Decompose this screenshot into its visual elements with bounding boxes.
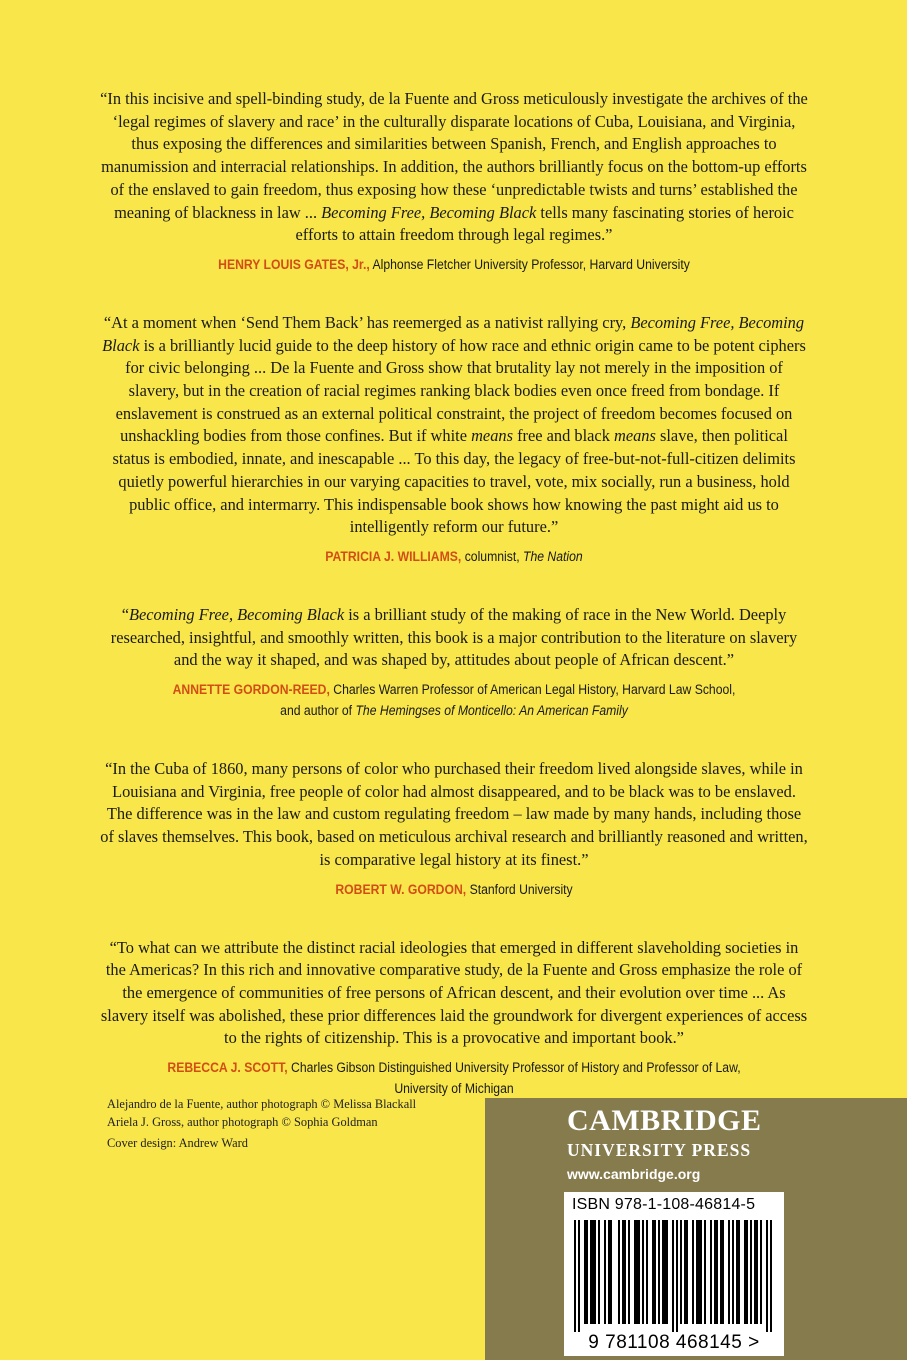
endorsements (100, 88, 808, 1136)
barcode-stripe (664, 1220, 666, 1324)
barcode-stripe (646, 1220, 648, 1324)
barcode-stripe (598, 1220, 600, 1324)
endorsement-quote: “At a moment when ‘Send Them Back’ has reemerged as a nativist rallying cry, Becoming Free, Becoming Black is a brilliantly lucid guide to the deep history of how race and ethnic origin came to be potent ciphers for civic belonging ... De la Fuente and Gross show that brutality lay not merely in the imposition of slavery, but in the creation of racial regimes ranking black bodies even once freed from bondage. If enslavement is construed as an external political constraint, the project of freedom becomes focused on unshackling bodies from those confines. But if white means free and black means slave, then political status is embodied, innate, and inescapable ... To this day, the legacy of free-but-not-full-citizen delimits quietly powerful hierarchies in our varying capacities to travel, vote, mix socially, run a business, hold public office, and intermarry. This indispensable book shows how knowing the past might aid us to intelligently reform our future.” (102, 312, 806, 537)
photo-credits (107, 1096, 416, 1153)
barcode-stripe (676, 1220, 678, 1332)
barcode-stripe (642, 1220, 644, 1324)
barcode-stripe (592, 1220, 594, 1324)
barcode-stripe (586, 1220, 588, 1324)
endorsement-attribution (150, 255, 759, 276)
barcode-icon (574, 1220, 774, 1332)
barcode-stripe (654, 1220, 656, 1324)
barcode-stripe (622, 1220, 624, 1324)
barcode-stripe (760, 1220, 762, 1324)
endorser-affiliation: columnist, The Nation (464, 548, 583, 565)
endorsement-attribution (150, 1058, 759, 1100)
barcode-stripe (604, 1220, 606, 1324)
barcode-panel (564, 1192, 784, 1356)
barcode-stripe (594, 1220, 596, 1324)
barcode-stripe (578, 1220, 580, 1332)
endorsement-williams (100, 312, 808, 568)
endorser-name: ROBERT W. GORDON, (335, 881, 467, 898)
barcode-stripe (692, 1220, 694, 1324)
barcode-stripe (684, 1220, 686, 1324)
barcode-stripe (574, 1220, 576, 1332)
barcode-stripe (672, 1220, 674, 1332)
barcode-stripe (750, 1220, 752, 1324)
endorsement-gordon (100, 758, 808, 901)
barcode-stripe (590, 1220, 592, 1324)
endorser-name: ANNETTE GORDON-REED, (172, 682, 330, 699)
endorsement-attribution (150, 880, 759, 901)
endorsement-gates (100, 88, 808, 276)
barcode-stripe (666, 1220, 668, 1324)
endorsement-quote: “To what can we attribute the distinct racial ideologies that emerged in different slaveholding societies in the Americas? In this rich and innovative comparative study, de la Fuente and Gross emphasize the role of the emergence of communities of free persons of African descent, and their evolution over time ... As slavery itself was abolished, these prior differences laid the groundwork for divergent experiences of access to the rights of citizenship. This is a provocative and important book.” (100, 937, 808, 1048)
barcode-stripe (610, 1220, 612, 1324)
endorsement-attribution (150, 680, 759, 722)
barcode-stripe (584, 1220, 586, 1324)
endorsement-quote: “Becoming Free, Becoming Black is a brilliant study of the making of race in the New World. Deeply researched, insightful, and smoothly written, this book is a major contribution to the literature on slavery and the way it shaped, and was shaped by, attitudes about people of African descent.” (110, 604, 798, 670)
barcode-stripe (736, 1220, 738, 1324)
endorsement-attribution (150, 547, 759, 568)
barcode-stripe (696, 1220, 698, 1324)
barcode-stripe (652, 1220, 654, 1324)
barcode-stripe (728, 1220, 730, 1324)
barcode-stripe (624, 1220, 626, 1324)
barcode-stripe (698, 1220, 700, 1324)
endorser-affiliation: Charles Gibson Distinguished University Professor of History and Professor of Law, University of Michigan (291, 1060, 741, 1098)
endorsement-quote: “In the Cuba of 1860, many persons of color who purchased their freedom lived alongside slaves, while in Louisiana and Virginia, free people of color had almost disappeared, and to be black was to be enslaved. The difference was in the law and custom regulating freedom – law made by many hands, including those of slaves themselves. This book, based on meticulous archival research and brilliantly reasoned and written, is comparative legal history at its finest.” (100, 759, 808, 869)
barcode-digits: 9 781108 468145 > (588, 1332, 760, 1353)
barcode-stripe (754, 1220, 756, 1324)
barcode-stripe (658, 1220, 660, 1324)
barcode-stripe (720, 1220, 722, 1324)
publisher-logo-subname: UNIVERSITY PRESS (567, 1140, 752, 1160)
endorser-name: PATRICIA J. WILLIAMS, (325, 548, 462, 565)
barcode-stripe (722, 1220, 724, 1324)
barcode-stripe (700, 1220, 702, 1324)
barcode-stripe (636, 1220, 638, 1324)
endorser-affiliation: Alphonse Fletcher University Professor, Harvard University (372, 256, 690, 273)
endorsement-scott (100, 937, 808, 1101)
barcode-stripe (770, 1220, 772, 1332)
barcode-stripe (680, 1220, 682, 1324)
barcode-stripe (618, 1220, 620, 1324)
barcode-stripe (744, 1220, 746, 1324)
endorsement-quote: “In this incisive and spell-binding study, de la Fuente and Gross meticulously investigate the archives of the ‘legal regimes of slavery and race’ in the culturally disparate locations of Cuba, Louisiana, and Virginia, thus exposing the differences and similarities between Spanish, French, and English approaches to manumission and interracial relationships. In addition, the authors brilliantly focus on the bottom-up efforts of the enslaved to gain freedom, thus exposing how these ‘unpredictable twists and turns’ established the meaning of blackness in law ... Becoming Free, Becoming Black tells many fascinating stories of heroic efforts to attain freedom through legal regimes.” (100, 89, 808, 245)
barcode-stripe (766, 1220, 768, 1332)
barcode-stripe (732, 1220, 734, 1324)
endorsement-gordon-reed (100, 604, 808, 722)
cover-design-credit: Cover design: Andrew Ward (107, 1136, 248, 1150)
barcode-stripe (634, 1220, 636, 1324)
barcode-stripe (738, 1220, 740, 1324)
endorser-affiliation: Stanford University (469, 881, 573, 898)
endorser-affiliation: Charles Warren Professor of American Legal History, Harvard Law School, and author of The Hemingses of Monticello: An American Family (280, 682, 736, 720)
barcode-stripe (756, 1220, 758, 1324)
endorser-name: HENRY LOUIS GATES, Jr., (218, 256, 370, 273)
barcode-stripe (714, 1220, 716, 1324)
barcode-stripe (608, 1220, 610, 1324)
author-photo-credit-2: Ariela J. Gross, author photograph © Sophia Goldman (107, 1114, 378, 1129)
barcode-stripe (710, 1220, 712, 1324)
publisher-panel (485, 1098, 907, 1360)
barcode-stripe (704, 1220, 706, 1324)
isbn-label: ISBN 978-1-108-46814-5 (572, 1196, 756, 1213)
barcode-stripe (638, 1220, 640, 1324)
publisher-logo-name: CAMBRIDGE (567, 1104, 762, 1137)
publisher-url[interactable]: www.cambridge.org (567, 1166, 701, 1182)
endorser-name: REBECCA J. SCOTT, (167, 1060, 288, 1077)
barcode-stripe (686, 1220, 688, 1324)
barcode-stripe (628, 1220, 630, 1324)
barcode-stripe (662, 1220, 664, 1324)
author-photo-credit-1: Alejandro de la Fuente, author photograph © Melissa Blackall (107, 1097, 417, 1111)
barcode-stripe (746, 1220, 748, 1324)
barcode-stripe (716, 1220, 718, 1324)
